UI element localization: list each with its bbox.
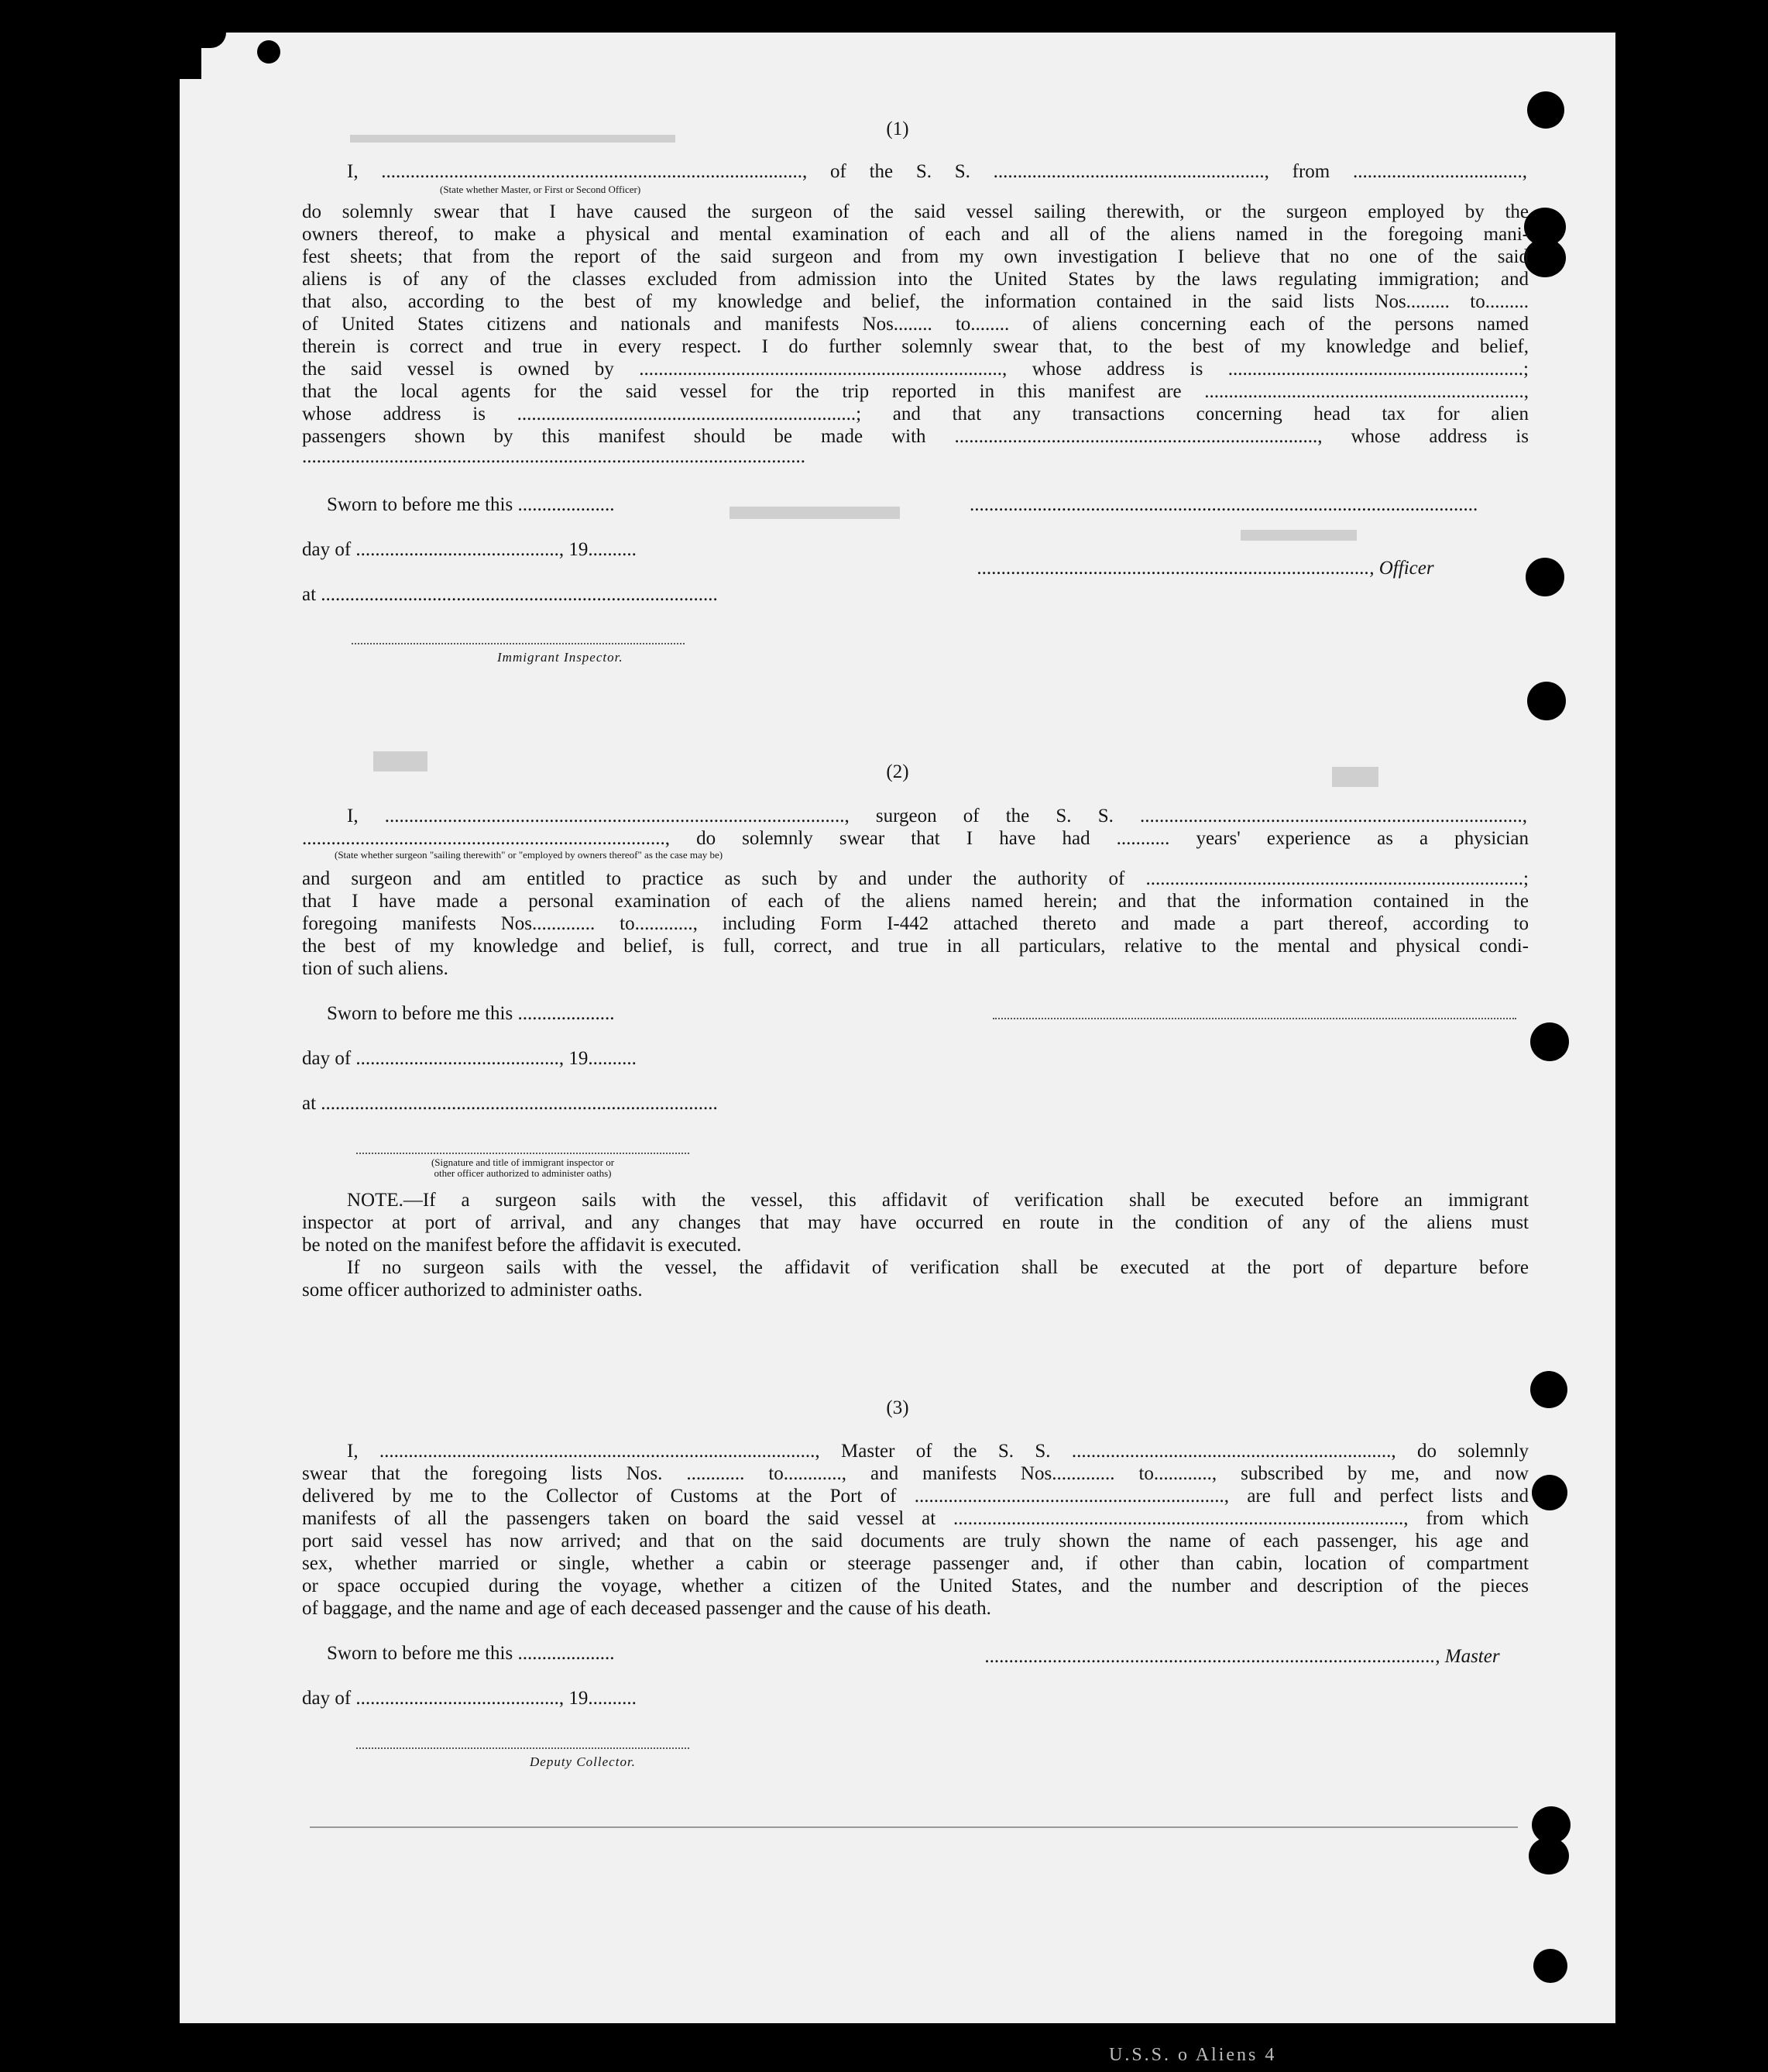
section-3-number: (3) — [886, 1397, 909, 1418]
note-line: NOTE.—If a surgeon sails with the vessel, this affidavit of verification shall be executed before an immigrant — [347, 1190, 1529, 1211]
torn-edge — [195, 33, 226, 48]
section-1-at: at .................................................................................. — [302, 584, 718, 605]
section-2-para-line: foregoing manifests Nos............. to............, including Form I-442 attached thereto and made a part thereof, according to — [302, 913, 1529, 934]
section-1-officer-line: ......................................................................................................... — [970, 494, 1478, 515]
bottom-rule — [310, 1826, 1518, 1828]
section-1-para-line: the said vessel is owned by ..........................................................................., whose address is .............................................................; — [302, 359, 1529, 380]
binder-hole — [1526, 558, 1564, 596]
section-1-day: day of .........................................., 19.......... — [302, 539, 637, 560]
section-2-para-line: that I have made a personal examination of each of the aliens named herein; and that the information contained in the — [302, 891, 1529, 912]
section-2-at: at .................................................................................. — [302, 1093, 718, 1114]
note-line: some officer authorized to administer oaths. — [302, 1280, 643, 1301]
signature-caption-line-2: other officer authorized to administer oaths) — [434, 1167, 612, 1179]
section-3-sworn: Sworn to before me this .................... — [327, 1643, 615, 1664]
master-signature: ............................................................................................., Master — [985, 1646, 1500, 1667]
section-1-officer-signature: ................................................................................., Officer — [977, 558, 1434, 579]
note-line: inspector at port of arrival, and any changes that may have occurred en route in the condition of any of the aliens must — [302, 1212, 1529, 1233]
section-3-para-line: I, .........................................................................................., Master of the S. S. .................................................................., do solemnly — [347, 1441, 1529, 1462]
section-3-para-line: sex, whether married or single, whether a cabin or steerage passenger and, if other than cabin, location of compartment — [302, 1553, 1529, 1574]
manifest-affidavit-page — [180, 33, 1615, 2065]
section-1-para-line: that also, according to the best of my knowledge and belief, the information contained in the said lists Nos......... to......... — [302, 291, 1529, 312]
binder-hole — [1527, 682, 1566, 720]
section-3-para-line: of baggage, and the name and age of each deceased passenger and the cause of his death. — [302, 1598, 991, 1619]
surgeon-signature-line — [993, 1018, 1516, 1019]
binder-hole — [1524, 239, 1566, 277]
section-1-para-line: that the local agents for the said vessel for the trip reported in this manifest are .................................................................., — [302, 381, 1529, 402]
deputy-collector-label: Deputy Collector. — [530, 1754, 636, 1769]
section-1-number: (1) — [886, 119, 909, 139]
section-2-caption: (State whether surgeon "sailing therewith" or "employed by owners thereof" as the case may be) — [335, 849, 723, 861]
section-1-para-line: therein is correct and true in every respect. I do further solemnly swear that, to the best of my knowledge and belief, — [302, 336, 1529, 357]
section-1-para-line: aliens is of any of the classes excluded from admission into the United States by the laws regulating immigration; and — [302, 269, 1529, 290]
binder-hole — [1530, 1022, 1569, 1061]
binder-hole — [1532, 1475, 1567, 1510]
section-2-line-1: I, ..............................................................................................., surgeon of the S. S. ..............................................................................., — [347, 806, 1527, 826]
section-1-sworn: Sworn to before me this .................... — [327, 494, 615, 515]
deputy-signature-line — [356, 1747, 689, 1749]
show-through-mark — [1241, 530, 1357, 541]
section-3-day: day of .........................................., 19.......... — [302, 1688, 637, 1709]
section-1-para-line: ........................................................................................................ — [302, 446, 805, 467]
faint-show-through-text: U.S.S. o Aliens 4 — [1109, 2045, 1277, 2065]
section-1-line-1: I, ......................................................................................., of the S. S. ........................................................, from ..................................., — [347, 161, 1527, 182]
section-2-sworn: Sworn to before me this .................... — [327, 1003, 615, 1024]
section-1-caption: (State whether Master, or First or Second Officer) — [440, 184, 641, 195]
section-1-para-line: owners thereof, to make a physical and mental examination of each and all of the aliens named in the foregoing mani- — [302, 224, 1529, 245]
section-3-para-line: swear that the foregoing lists Nos. ............ to............, and manifests Nos............. to............, subscribed by me, and now — [302, 1463, 1529, 1484]
show-through-mark — [730, 507, 900, 519]
signature-caption-line-1: (Signature and title of immigrant inspector or — [431, 1156, 615, 1168]
section-3-para-line: port said vessel has now arrived; and that on the said documents are truly shown the name of each passenger, his age and — [302, 1531, 1529, 1551]
section-3-para-line: manifests of all the passengers taken on board the said vessel at ............................................................................................., from which — [302, 1508, 1529, 1529]
section-3-para-line: or space occupied during the voyage, whether a citizen of the United States, and the number and description of the pieces — [302, 1575, 1529, 1596]
section-2-para-line: the best of my knowledge and belief, is full, correct, and true in all particulars, relative to the mental and physical condi- — [302, 936, 1529, 957]
section-2-line-2: ..........................................................................., do solemnly swear that I have had ........... years' experience as a physician — [302, 828, 1529, 849]
section-1-para-line: do solemnly swear that I have caused the surgeon of the said vessel sailing therewith, or the surgeon employed by the — [302, 201, 1529, 222]
section-2-para-line: tion of such aliens. — [302, 958, 448, 979]
section-1-para-line: passengers shown by this manifest should be made with ..........................................................................., whose address is — [302, 426, 1529, 447]
section-2-day: day of .........................................., 19.......... — [302, 1048, 637, 1069]
section-1-para-line: fest sheets; that from the report of the said surgeon and from my own investigation I believe that no one of the said — [302, 246, 1529, 267]
torn-edge — [257, 40, 280, 64]
section-3-para-line: delivered by me to the Collector of Customs at the Port of ................................................................, are full and perfect lists and — [302, 1486, 1529, 1507]
section-2-number: (2) — [886, 761, 909, 782]
note-line: If no surgeon sails with the vessel, the affidavit of verification shall be executed at the port of departure before — [347, 1257, 1529, 1278]
note-line: be noted on the manifest before the affidavit is executed. — [302, 1235, 742, 1256]
binder-hole — [1533, 1949, 1567, 1983]
administering-officer-signature-line — [356, 1153, 689, 1154]
section-1-para-line: of United States citizens and nationals and manifests Nos........ to........ of aliens concerning each of the persons named — [302, 314, 1529, 335]
immigrant-inspector-label: Immigrant Inspector. — [497, 650, 623, 665]
inspector-signature-line — [352, 643, 685, 644]
binder-hole — [1529, 1837, 1569, 1874]
section-2-para-line: and surgeon and am entitled to practice as such by and under the authority of ..............................................................................; — [302, 868, 1529, 889]
section-1-para-line: whose address is ......................................................................; and that any transactions concerning head tax for alien — [302, 404, 1529, 424]
